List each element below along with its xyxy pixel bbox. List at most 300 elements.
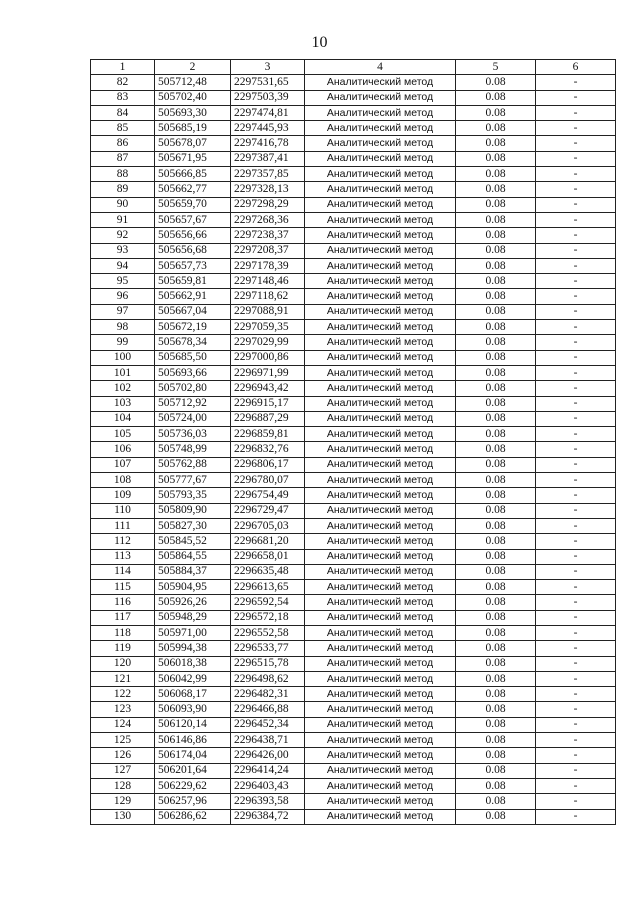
accuracy-cell: 0.08 [456,381,536,396]
table-row [91,243,616,258]
column-header-4: 4 [305,60,456,75]
y-coordinate-cell: 2297238,37 [231,228,305,243]
point-number-cell: 117 [91,610,155,625]
accuracy-cell: 0.08 [456,274,536,289]
x-coordinate-cell: 505777,67 [155,473,231,488]
accuracy-cell: 0.08 [456,534,536,549]
table-row [91,549,616,564]
point-number-cell: 121 [91,671,155,686]
method-cell: Аналитический метод [305,748,456,763]
method-cell: Аналитический метод [305,228,456,243]
point-number-cell: 99 [91,335,155,350]
page-number: 10 [311,34,328,51]
note-cell: - [536,442,616,457]
y-coordinate-cell: 2296971,99 [231,365,305,380]
table-row [91,457,616,472]
method-cell: Аналитический метод [305,641,456,656]
table-row [91,212,616,227]
x-coordinate-cell: 505678,07 [155,136,231,151]
y-coordinate-cell: 2296915,17 [231,396,305,411]
note-cell: - [536,763,616,778]
accuracy-cell: 0.08 [456,733,536,748]
note-cell: - [536,518,616,533]
accuracy-cell: 0.08 [456,151,536,166]
y-coordinate-cell: 2296452,34 [231,717,305,732]
note-cell: - [536,610,616,625]
y-coordinate-cell: 2296943,42 [231,381,305,396]
note-cell: - [536,136,616,151]
method-cell: Аналитический метод [305,518,456,533]
note-cell: - [536,182,616,197]
note-cell: - [536,212,616,227]
x-coordinate-cell: 505693,66 [155,365,231,380]
method-cell: Аналитический метод [305,763,456,778]
note-cell: - [536,90,616,105]
table-row [91,580,616,595]
y-coordinate-cell: 2297445,93 [231,121,305,136]
method-cell: Аналитический метод [305,365,456,380]
accuracy-cell: 0.08 [456,90,536,105]
point-number-cell: 93 [91,243,155,258]
y-coordinate-cell: 2297474,81 [231,105,305,120]
y-coordinate-cell: 2297000,86 [231,350,305,365]
method-cell: Аналитический метод [305,733,456,748]
table-row [91,121,616,136]
x-coordinate-cell: 505659,81 [155,274,231,289]
accuracy-cell: 0.08 [456,518,536,533]
point-number-cell: 92 [91,228,155,243]
method-cell: Аналитический метод [305,809,456,824]
point-number-cell: 106 [91,442,155,457]
method-cell: Аналитический метод [305,717,456,732]
note-cell: - [536,457,616,472]
accuracy-cell: 0.08 [456,427,536,442]
column-header-5: 5 [456,60,536,75]
x-coordinate-cell: 506018,38 [155,656,231,671]
method-cell: Аналитический метод [305,610,456,625]
method-cell: Аналитический метод [305,656,456,671]
point-number-cell: 83 [91,90,155,105]
point-number-cell: 82 [91,75,155,90]
note-cell: - [536,671,616,686]
x-coordinate-cell: 505809,90 [155,503,231,518]
method-cell: Аналитический метод [305,580,456,595]
point-number-cell: 96 [91,289,155,304]
method-cell: Аналитический метод [305,274,456,289]
x-coordinate-cell: 505884,37 [155,564,231,579]
point-number-cell: 104 [91,411,155,426]
table-row [91,625,616,640]
accuracy-cell: 0.08 [456,794,536,809]
x-coordinate-cell: 505666,85 [155,167,231,182]
note-cell: - [536,151,616,166]
note-cell: - [536,717,616,732]
point-number-cell: 109 [91,488,155,503]
method-cell: Аналитический метод [305,304,456,319]
note-cell: - [536,794,616,809]
point-number-cell: 113 [91,549,155,564]
note-cell: - [536,748,616,763]
table-row [91,671,616,686]
note-cell: - [536,105,616,120]
accuracy-cell: 0.08 [456,212,536,227]
table-row [91,748,616,763]
note-cell: - [536,350,616,365]
y-coordinate-cell: 2296887,29 [231,411,305,426]
table-row [91,381,616,396]
accuracy-cell: 0.08 [456,228,536,243]
x-coordinate-cell: 505678,34 [155,335,231,350]
x-coordinate-cell: 505657,67 [155,212,231,227]
point-number-cell: 87 [91,151,155,166]
accuracy-cell: 0.08 [456,549,536,564]
x-coordinate-cell: 505712,48 [155,75,231,90]
note-cell: - [536,656,616,671]
table-row [91,105,616,120]
table-row [91,488,616,503]
y-coordinate-cell: 2296426,00 [231,748,305,763]
x-coordinate-cell: 506146,86 [155,733,231,748]
x-coordinate-cell: 505672,19 [155,320,231,335]
note-cell: - [536,534,616,549]
method-cell: Аналитический метод [305,625,456,640]
x-coordinate-cell: 505971,00 [155,625,231,640]
note-cell: - [536,167,616,182]
note-cell: - [536,580,616,595]
accuracy-cell: 0.08 [456,809,536,824]
x-coordinate-cell: 505656,68 [155,243,231,258]
accuracy-cell: 0.08 [456,121,536,136]
y-coordinate-cell: 2296806,17 [231,457,305,472]
accuracy-cell: 0.08 [456,610,536,625]
method-cell: Аналитический метод [305,778,456,793]
note-cell: - [536,411,616,426]
note-cell: - [536,75,616,90]
table-row [91,641,616,656]
y-coordinate-cell: 2296403,43 [231,778,305,793]
note-cell: - [536,702,616,717]
method-cell: Аналитический метод [305,197,456,212]
table-row [91,151,616,166]
x-coordinate-cell: 505671,95 [155,151,231,166]
x-coordinate-cell: 505994,38 [155,641,231,656]
accuracy-cell: 0.08 [456,75,536,90]
y-coordinate-cell: 2296681,20 [231,534,305,549]
table-row [91,564,616,579]
point-number-cell: 101 [91,365,155,380]
x-coordinate-cell: 505827,30 [155,518,231,533]
x-coordinate-cell: 505702,40 [155,90,231,105]
table-row [91,503,616,518]
y-coordinate-cell: 2296498,62 [231,671,305,686]
method-cell: Аналитический метод [305,289,456,304]
x-coordinate-cell: 505748,99 [155,442,231,457]
x-coordinate-cell: 505685,50 [155,350,231,365]
point-number-cell: 125 [91,733,155,748]
accuracy-cell: 0.08 [456,457,536,472]
point-number-cell: 124 [91,717,155,732]
table-row [91,778,616,793]
accuracy-cell: 0.08 [456,717,536,732]
table-row [91,518,616,533]
table-row [91,473,616,488]
method-cell: Аналитический метод [305,121,456,136]
y-coordinate-cell: 2297178,39 [231,258,305,273]
note-cell: - [536,625,616,640]
table-row [91,442,616,457]
method-cell: Аналитический метод [305,794,456,809]
y-coordinate-cell: 2297503,39 [231,90,305,105]
method-cell: Аналитический метод [305,442,456,457]
x-coordinate-cell: 505724,00 [155,411,231,426]
point-number-cell: 91 [91,212,155,227]
y-coordinate-cell: 2296780,07 [231,473,305,488]
method-cell: Аналитический метод [305,488,456,503]
y-coordinate-cell: 2296635,48 [231,564,305,579]
method-cell: Аналитический метод [305,105,456,120]
column-header-3: 3 [231,60,305,75]
accuracy-cell: 0.08 [456,335,536,350]
table-row [91,656,616,671]
y-coordinate-cell: 2296572,18 [231,610,305,625]
column-header-2: 2 [155,60,231,75]
y-coordinate-cell: 2296482,31 [231,687,305,702]
method-cell: Аналитический метод [305,151,456,166]
table-row [91,733,616,748]
point-number-cell: 127 [91,763,155,778]
y-coordinate-cell: 2297357,85 [231,167,305,182]
accuracy-cell: 0.08 [456,320,536,335]
note-cell: - [536,121,616,136]
method-cell: Аналитический метод [305,595,456,610]
y-coordinate-cell: 2297416,78 [231,136,305,151]
y-coordinate-cell: 2296533,77 [231,641,305,656]
y-coordinate-cell: 2297029,99 [231,335,305,350]
point-number-cell: 112 [91,534,155,549]
y-coordinate-cell: 2296515,78 [231,656,305,671]
method-cell: Аналитический метод [305,90,456,105]
accuracy-cell: 0.08 [456,671,536,686]
accuracy-cell: 0.08 [456,442,536,457]
table-row [91,335,616,350]
table-header-row [91,60,616,75]
x-coordinate-cell: 506201,64 [155,763,231,778]
point-number-cell: 110 [91,503,155,518]
x-coordinate-cell: 505845,52 [155,534,231,549]
point-number-cell: 103 [91,396,155,411]
point-number-cell: 118 [91,625,155,640]
x-coordinate-cell: 506174,04 [155,748,231,763]
y-coordinate-cell: 2296414,24 [231,763,305,778]
accuracy-cell: 0.08 [456,702,536,717]
method-cell: Аналитический метод [305,564,456,579]
table-row [91,304,616,319]
x-coordinate-cell: 505662,91 [155,289,231,304]
accuracy-cell: 0.08 [456,105,536,120]
point-number-cell: 90 [91,197,155,212]
table-row [91,289,616,304]
x-coordinate-cell: 505693,30 [155,105,231,120]
point-number-cell: 115 [91,580,155,595]
accuracy-cell: 0.08 [456,625,536,640]
table-row [91,687,616,702]
point-number-cell: 86 [91,136,155,151]
note-cell: - [536,381,616,396]
accuracy-cell: 0.08 [456,167,536,182]
table-row [91,320,616,335]
x-coordinate-cell: 505662,77 [155,182,231,197]
table-row [91,258,616,273]
note-cell: - [536,258,616,273]
x-coordinate-cell: 505762,88 [155,457,231,472]
table-row [91,274,616,289]
point-number-cell: 98 [91,320,155,335]
y-coordinate-cell: 2296552,58 [231,625,305,640]
accuracy-cell: 0.08 [456,580,536,595]
accuracy-cell: 0.08 [456,304,536,319]
point-number-cell: 111 [91,518,155,533]
point-number-cell: 102 [91,381,155,396]
method-cell: Аналитический метод [305,75,456,90]
y-coordinate-cell: 2296466,88 [231,702,305,717]
accuracy-cell: 0.08 [456,365,536,380]
accuracy-cell: 0.08 [456,488,536,503]
point-number-cell: 108 [91,473,155,488]
table-row [91,365,616,380]
x-coordinate-cell: 505657,73 [155,258,231,273]
accuracy-cell: 0.08 [456,243,536,258]
note-cell: - [536,304,616,319]
accuracy-cell: 0.08 [456,289,536,304]
method-cell: Аналитический метод [305,427,456,442]
accuracy-cell: 0.08 [456,656,536,671]
y-coordinate-cell: 2296832,76 [231,442,305,457]
table-row [91,809,616,824]
accuracy-cell: 0.08 [456,748,536,763]
accuracy-cell: 0.08 [456,411,536,426]
accuracy-cell: 0.08 [456,595,536,610]
y-coordinate-cell: 2296754,49 [231,488,305,503]
table-row [91,411,616,426]
table-row [91,427,616,442]
point-number-cell: 84 [91,105,155,120]
note-cell: - [536,289,616,304]
y-coordinate-cell: 2297328,13 [231,182,305,197]
note-cell: - [536,549,616,564]
x-coordinate-cell: 506093,90 [155,702,231,717]
note-cell: - [536,595,616,610]
accuracy-cell: 0.08 [456,687,536,702]
point-number-cell: 88 [91,167,155,182]
column-header-1: 1 [91,60,155,75]
point-number-cell: 95 [91,274,155,289]
table-row [91,228,616,243]
x-coordinate-cell: 506229,62 [155,778,231,793]
method-cell: Аналитический метод [305,503,456,518]
x-coordinate-cell: 505793,35 [155,488,231,503]
x-coordinate-cell: 506257,96 [155,794,231,809]
table-row [91,534,616,549]
x-coordinate-cell: 506120,14 [155,717,231,732]
y-coordinate-cell: 2297268,36 [231,212,305,227]
table-row [91,794,616,809]
method-cell: Аналитический метод [305,396,456,411]
coordinates-table [90,59,616,825]
x-coordinate-cell: 505948,29 [155,610,231,625]
x-coordinate-cell: 505864,55 [155,549,231,564]
table-row [91,610,616,625]
table-row [91,197,616,212]
method-cell: Аналитический метод [305,320,456,335]
x-coordinate-cell: 505685,19 [155,121,231,136]
note-cell: - [536,488,616,503]
table-row [91,167,616,182]
y-coordinate-cell: 2296658,01 [231,549,305,564]
x-coordinate-cell: 506286,62 [155,809,231,824]
point-number-cell: 129 [91,794,155,809]
x-coordinate-cell: 506042,99 [155,671,231,686]
method-cell: Аналитический метод [305,381,456,396]
y-coordinate-cell: 2297531,65 [231,75,305,90]
point-number-cell: 94 [91,258,155,273]
note-cell: - [536,473,616,488]
point-number-cell: 128 [91,778,155,793]
note-cell: - [536,396,616,411]
y-coordinate-cell: 2297208,37 [231,243,305,258]
x-coordinate-cell: 505926,26 [155,595,231,610]
y-coordinate-cell: 2297387,41 [231,151,305,166]
point-number-cell: 107 [91,457,155,472]
point-number-cell: 120 [91,656,155,671]
method-cell: Аналитический метод [305,167,456,182]
point-number-cell: 105 [91,427,155,442]
y-coordinate-cell: 2296592,54 [231,595,305,610]
y-coordinate-cell: 2297059,35 [231,320,305,335]
point-number-cell: 130 [91,809,155,824]
table-row [91,136,616,151]
note-cell: - [536,243,616,258]
note-cell: - [536,564,616,579]
accuracy-cell: 0.08 [456,778,536,793]
table-row [91,90,616,105]
note-cell: - [536,335,616,350]
note-cell: - [536,427,616,442]
table-row [91,595,616,610]
x-coordinate-cell: 505712,92 [155,396,231,411]
method-cell: Аналитический метод [305,671,456,686]
y-coordinate-cell: 2297298,29 [231,197,305,212]
table-row [91,763,616,778]
table-row [91,396,616,411]
method-cell: Аналитический метод [305,243,456,258]
point-number-cell: 126 [91,748,155,763]
note-cell: - [536,733,616,748]
accuracy-cell: 0.08 [456,197,536,212]
x-coordinate-cell: 505736,03 [155,427,231,442]
point-number-cell: 89 [91,182,155,197]
accuracy-cell: 0.08 [456,503,536,518]
method-cell: Аналитический метод [305,411,456,426]
accuracy-cell: 0.08 [456,136,536,151]
accuracy-cell: 0.08 [456,473,536,488]
y-coordinate-cell: 2296705,03 [231,518,305,533]
point-number-cell: 114 [91,564,155,579]
point-number-cell: 116 [91,595,155,610]
method-cell: Аналитический метод [305,335,456,350]
x-coordinate-cell: 505904,95 [155,580,231,595]
point-number-cell: 100 [91,350,155,365]
note-cell: - [536,228,616,243]
